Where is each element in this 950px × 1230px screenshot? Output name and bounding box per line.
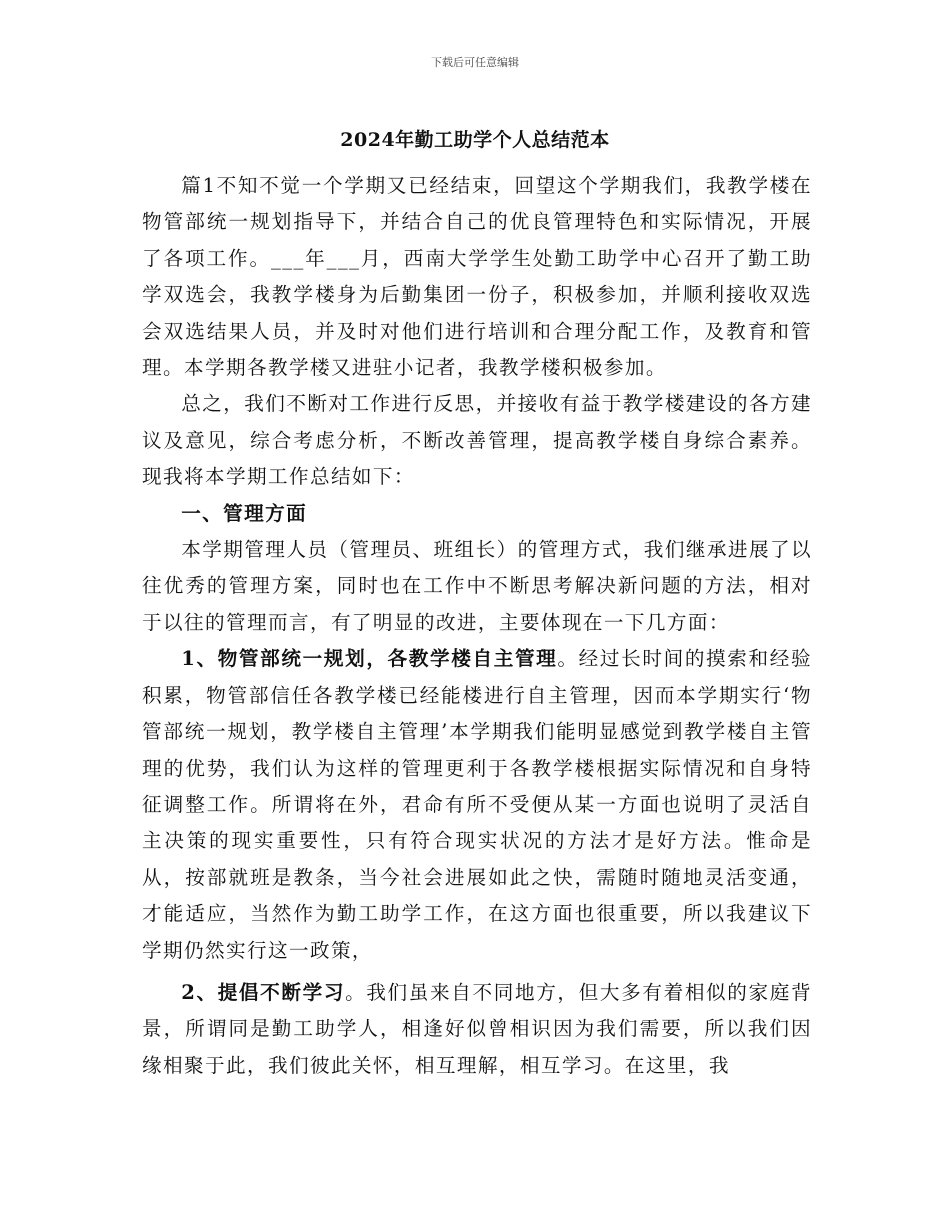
point-2-text: 。我们虽来自不同地方，但大多有着相似的家庭背景，所谓同是勤工助学人，相逢好似曾相识因为我们需要，所以我们因缘相聚于此，我们彼此关怀，相互理解，相互学习。在这里，我 bbox=[142, 980, 812, 1077]
point-2-lead: 2、提倡不断学习 bbox=[181, 980, 346, 1004]
document-body bbox=[142, 168, 812, 1084]
section-heading-management: 一、管理方面 bbox=[181, 501, 308, 525]
paragraph-summary: 总之，我们不断对工作进行反思，并接收有益于教学楼建设的各方建议及意见，综合考虑分析，不断改善管理，提高教学楼自身综合素养。现我将本学期工作总结如下： bbox=[142, 392, 812, 489]
paragraph-point-1 bbox=[142, 641, 812, 969]
paragraph-point-2 bbox=[142, 975, 812, 1084]
paragraph-intro: 篇1不知不觉一个学期又已经结束，回望这个学期我们，我教学楼在物管部统一规划指导下，并结合自己的优良管理特色和实际情况，开展了各项工作。___年___月，西南大学学生处勤工助学中心召开了勤工助学双选会，我教学楼身为后勤集团一份子，积极参加，并顺利接收双选会双选结果人员，并及时对他们进行培训和合理分配工作，及教育和管理。本学期各教学楼又进驻小记者，我教学楼积极参加。 bbox=[142, 174, 812, 380]
header-note: 下载后可任意编辑 bbox=[431, 56, 519, 69]
point-1-text: 。经过长时间的摸索和经验积累，物管部信任各教学楼已经能楼进行自主管理，因而本学期实行‘物管部统一规划，教学楼自主管理’本学期我们能明显感觉到教学楼自主管理的优势，我们认为这样的管理更利于各教学楼根据实际情况和自身特征调整工作。所谓将在外，君命有所不受便从某一方面也说明了灵活自主决策的现实重要性，只有符合现实状况的方法才是好方法。惟命是从，按部就班是教条，当今社会进展如此之快，需随时随地灵活变通，才能适应，当然作为勤工助学工作，在这方面也很重要，所以我建议下学期仍然实行这一政策， bbox=[142, 647, 812, 962]
point-1-lead: 1、物管部统一规划，各教学楼自主管理 bbox=[181, 647, 558, 671]
paragraph-management-intro: 本学期管理人员（管理员、班组长）的管理方式，我们继承进展了以往优秀的管理方案，同时也在工作中不断思考解决新问题的方法，相对于以往的管理而言，有了明显的改进，主要体现在一下几方面： bbox=[142, 538, 812, 634]
document-title: 2024年勤工助学个人总结范本 bbox=[340, 129, 610, 151]
